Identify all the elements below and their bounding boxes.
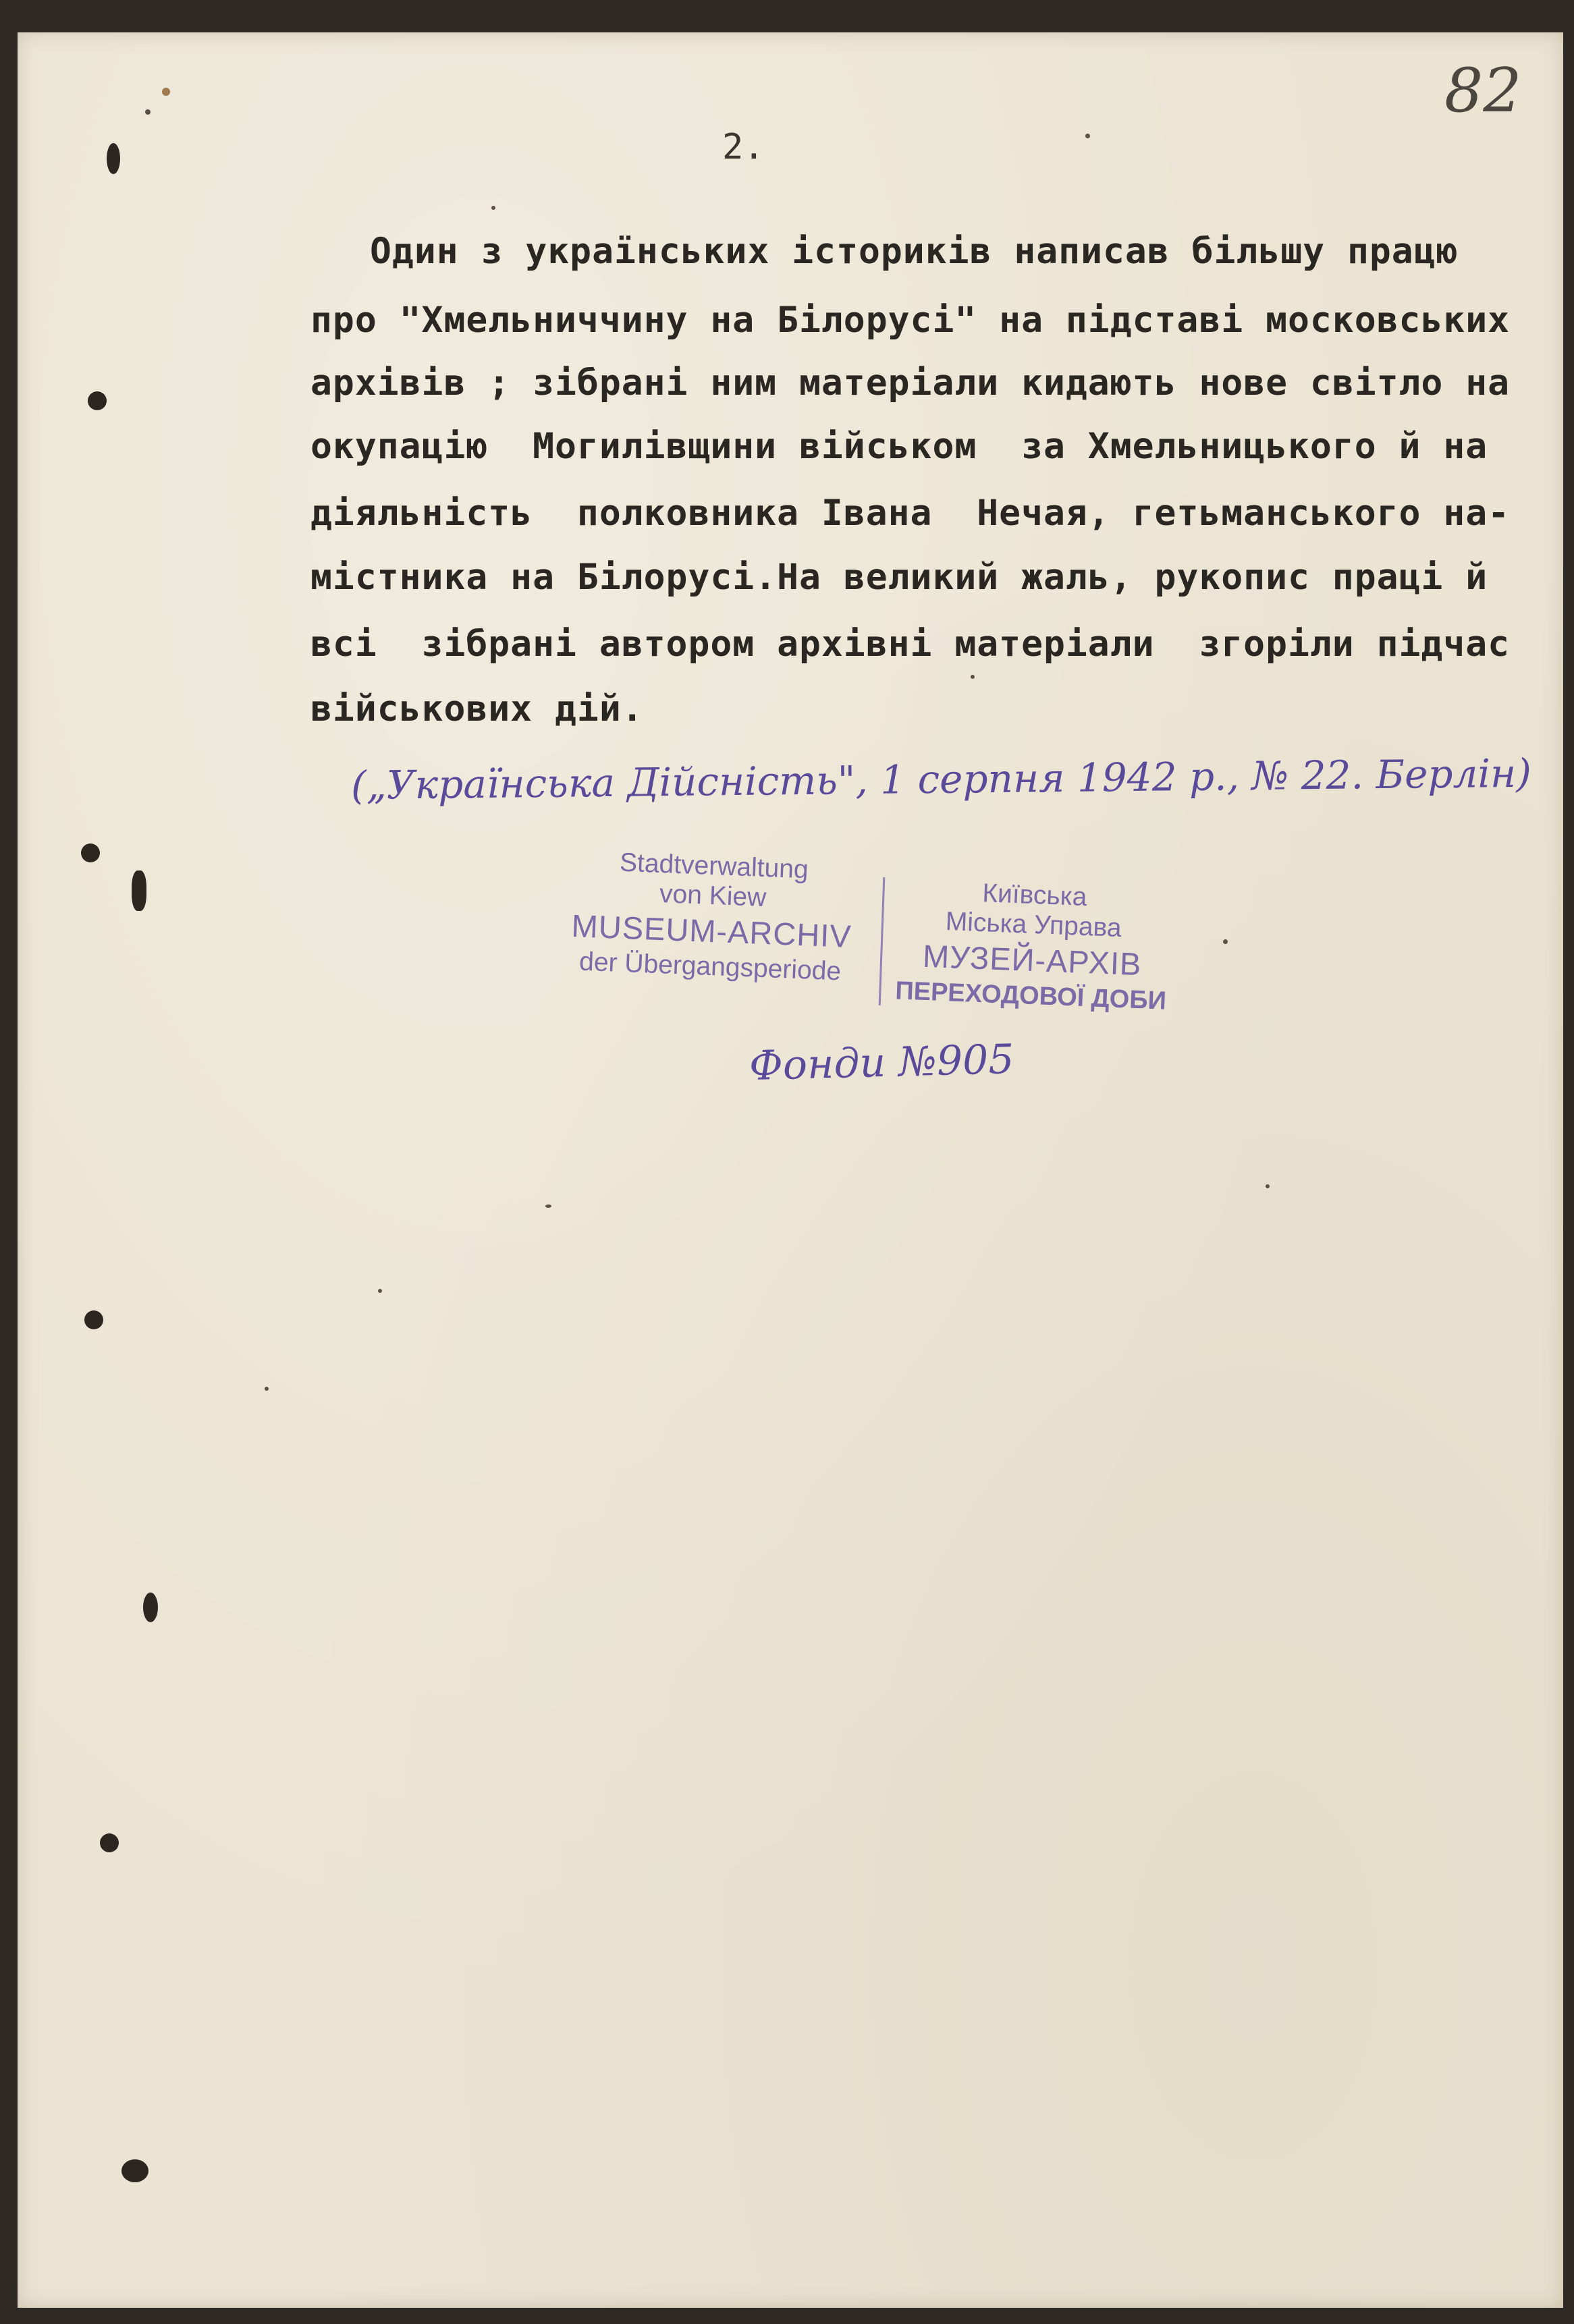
punch-hole bbox=[100, 1833, 119, 1852]
page-number: 2. bbox=[722, 127, 765, 167]
dust-speck bbox=[1266, 1184, 1270, 1188]
stamp-line: MUSEUM-ARCHIV bbox=[570, 908, 852, 954]
punch-hole bbox=[132, 870, 146, 911]
punch-hole bbox=[88, 391, 107, 410]
folio-number: 82 bbox=[1444, 55, 1522, 126]
punch-hole bbox=[143, 1593, 158, 1622]
punch-hole bbox=[84, 1310, 103, 1329]
stamp-line: ПЕРЕХОДОВОЇ ДОБИ bbox=[894, 976, 1167, 1016]
handwritten-citation: („Українська Дійсність", 1 серпня 1942 р., № 22. Берлін) bbox=[350, 750, 1532, 808]
body-line: військових дій. bbox=[310, 688, 644, 729]
dust-speck bbox=[265, 1387, 269, 1391]
body-line: про "Хмельниччину на Білорусі" на підставі московських bbox=[310, 300, 1511, 341]
stamp-line: Київська bbox=[981, 879, 1088, 912]
stamp-line: Stadtverwaltung bbox=[619, 848, 809, 885]
dust-speck bbox=[971, 675, 975, 679]
dust-speck bbox=[1223, 939, 1228, 944]
punch-hole bbox=[107, 143, 120, 174]
body-line: містника на Білорусі.На великий жаль, рукопис праці й bbox=[310, 557, 1488, 598]
body-line: архівів ; зібрані ним матеріали кидають нове світло на bbox=[310, 362, 1511, 404]
stamp-line: von Kiew bbox=[659, 879, 767, 913]
dust-speck bbox=[378, 1289, 382, 1293]
stamp-line: МУЗЕЙ-АРХІВ bbox=[922, 937, 1143, 983]
body-line: всі зібрані автором архівні матеріали згоріли підчас bbox=[310, 624, 1511, 665]
punch-hole bbox=[121, 2159, 148, 2182]
archive-stamp-german bbox=[551, 846, 873, 989]
punch-hole bbox=[81, 843, 100, 862]
body-line: діяльність полковника Івана Нечая, гетьманського на- bbox=[310, 493, 1511, 534]
dust-speck bbox=[1085, 134, 1090, 138]
dust-speck bbox=[545, 1205, 551, 1208]
handwritten-fond-number: Фонди №905 bbox=[749, 1035, 1015, 1090]
body-line: окупацію Могилівщини військом за Хмельницького й на bbox=[310, 426, 1488, 467]
dust-speck bbox=[145, 109, 151, 115]
stamp-line: Міська Управа bbox=[945, 907, 1122, 943]
body-line: Один з українських істориків написав більшу працю bbox=[370, 231, 1459, 272]
archive-stamp-ukrainian bbox=[875, 875, 1190, 1018]
dust-speck bbox=[491, 206, 495, 210]
stamp-line: der Übergangsperiode bbox=[578, 947, 842, 987]
dust-speck bbox=[162, 88, 170, 96]
